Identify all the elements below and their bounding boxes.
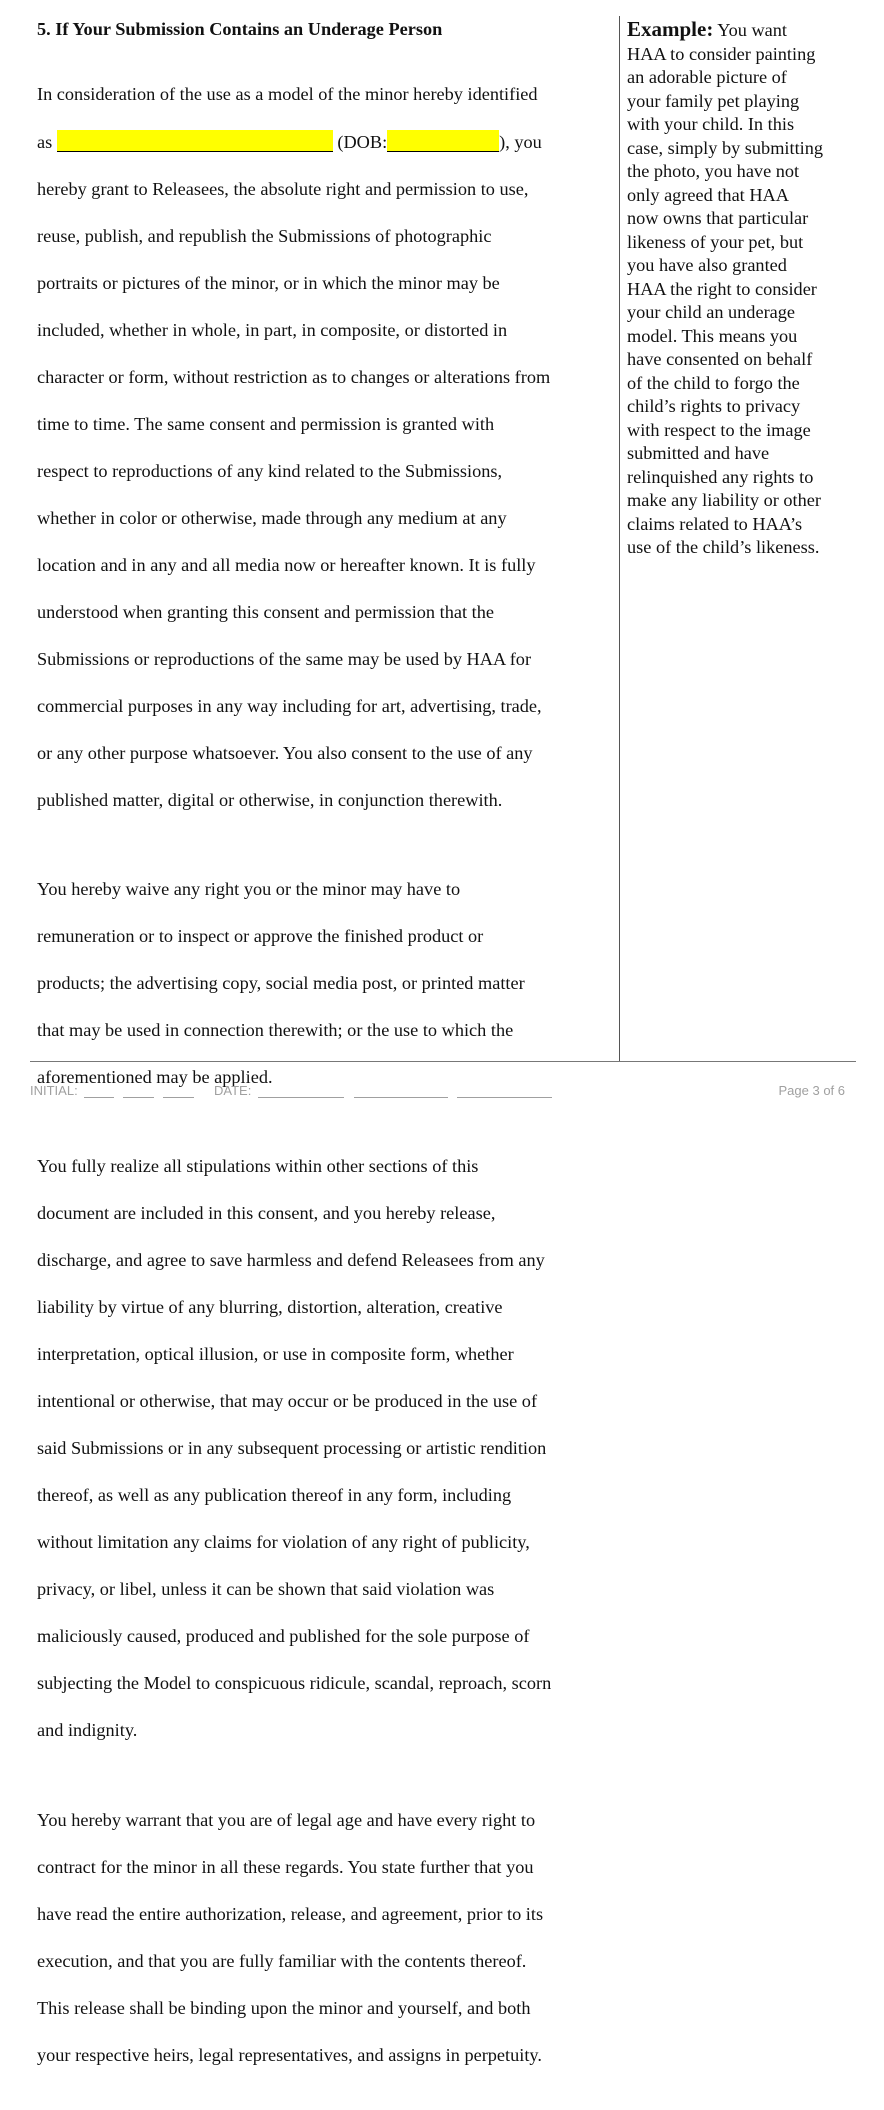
p1-line: time to time. The same consent and permission is granted with — [37, 414, 495, 434]
p4-line: You hereby warrant that you are of legal age and have every right to — [37, 1809, 536, 1830]
p4-line: contract for the minor in all these regards. You state further that you — [37, 1856, 534, 1877]
p1-line-blanks — [37, 130, 619, 155]
p1-line: reuse, publish, and republish the Submissions of photographic — [37, 226, 492, 246]
example-line: now owns that particular — [627, 208, 809, 228]
example-line: only agreed that HAA — [627, 184, 789, 205]
example-line: use of the child’s likeness. — [627, 537, 820, 557]
initial-label: INITIAL: — [30, 1083, 78, 1098]
p1-line: whether in color or otherwise, made through any medium at any — [37, 508, 507, 528]
p2-line: remuneration or to inspect or approve the finished product or — [37, 925, 484, 946]
example-line: HAA to consider painting — [627, 43, 816, 64]
example-line: make any liability or other — [627, 490, 821, 510]
p3-line: document are included in this consent, and you hereby release, — [37, 1203, 496, 1223]
example-line: likeness of your pet, but — [627, 231, 804, 252]
p1-line: hereby grant to Releasees, the absolute right and permission to use, — [37, 179, 529, 199]
p3-line: subjecting the Model to conspicuous ridicule, scandal, reproach, scorn — [37, 1673, 552, 1693]
example-line: HAA the right to consider — [627, 278, 817, 299]
p3-line: privacy, or libel, unless it can be shown that said violation was — [37, 1579, 495, 1599]
p1-line: respect to reproductions of any kind related to the Submissions, — [37, 461, 503, 481]
example-line: your family pet playing — [627, 90, 800, 111]
as-text: as — [37, 132, 53, 152]
p1-line: published matter, digital or otherwise, in conjunction therewith. — [37, 790, 503, 810]
p2-line: You hereby waive any right you or the minor may have to — [37, 878, 461, 899]
p3-line: interpretation, optical illusion, or use in composite form, whether — [37, 1344, 514, 1364]
example-sidebar — [627, 18, 859, 560]
p3-line: and indignity. — [37, 1720, 138, 1740]
main-column — [37, 18, 619, 2110]
date-block — [214, 1083, 552, 1098]
p2-line: products; the advertising copy, social media post, or printed matter — [37, 972, 525, 993]
p3-line: said Submissions or in any subsequent processing or artistic rendition — [37, 1438, 547, 1458]
paragraph-warranty — [37, 1785, 619, 2091]
p1-line: character or form, without restriction as to changes or alterations from — [37, 367, 551, 387]
p3-line: maliciously caused, produced and published for the sole purpose of — [37, 1626, 530, 1646]
page-number: Page 3 of 6 — [778, 1083, 845, 1098]
initial-block — [30, 1083, 194, 1098]
p1-line: portraits or pictures of the minor, or in which the minor may be — [37, 273, 500, 293]
p3-line: discharge, and agree to save harmless and defend Releasees from any — [37, 1250, 545, 1270]
example-line: with respect to the image — [627, 419, 811, 440]
p3-line: thereof, as well as any publication thereof in any form, including — [37, 1485, 512, 1505]
p3-line: intentional or otherwise, that may occur or be produced in the use of — [37, 1391, 538, 1411]
example-line: your child an underage — [627, 302, 796, 322]
example-label: Example: — [627, 17, 714, 41]
minor-dob-field[interactable] — [387, 130, 499, 152]
date-field-3[interactable] — [457, 1085, 552, 1098]
example-line: model. This means you — [627, 325, 798, 346]
example-line: with your child. In this — [627, 114, 795, 134]
initial-field-1[interactable] — [84, 1085, 114, 1098]
p1-line: commercial purposes in any way including for art, advertising, trade, — [37, 696, 542, 716]
paragraph-minor-consent — [37, 60, 619, 837]
p3-line: liability by virtue of any blurring, distortion, alteration, creative — [37, 1297, 503, 1317]
example-line: have consented on behalf — [627, 349, 813, 369]
date-label: DATE: — [214, 1083, 252, 1098]
paragraph-waiver — [37, 854, 619, 1113]
example-line: claims related to HAA’s — [627, 513, 803, 534]
example-line: submitted and have — [627, 443, 770, 463]
footer-rule — [30, 1061, 856, 1062]
p3-line: without limitation any claims for violation of any right of publicity, — [37, 1532, 530, 1552]
p1-line: In consideration of the use as a model of the minor hereby identified — [37, 84, 538, 104]
example-line: case, simply by submitting — [627, 137, 824, 158]
p4-line: your respective heirs, legal representatives, and assigns in perpetuity. — [37, 2044, 542, 2065]
paragraph-release — [37, 1132, 619, 1767]
example-line: an adorable picture of — [627, 67, 787, 87]
p1-line: understood when granting this consent and permission that the — [37, 602, 494, 622]
example-line: the photo, you have not — [627, 161, 800, 181]
minor-name-field[interactable] — [57, 130, 333, 152]
example-line: of the child to forgo the — [627, 372, 800, 393]
example-line: relinquished any rights to — [627, 466, 814, 487]
column-divider — [619, 16, 620, 1061]
p4-line: have read the entire authorization, release, and agreement, prior to its — [37, 1903, 544, 1924]
p1-line: included, whether in whole, in part, in composite, or distorted in — [37, 320, 508, 340]
example-text: You want — [713, 20, 787, 40]
initial-field-2[interactable] — [123, 1085, 154, 1098]
p1-line: Submissions or reproductions of the same may be used by HAA for — [37, 649, 532, 669]
page-footer — [30, 1081, 845, 1101]
after-dob-text: ), you — [499, 132, 542, 152]
example-line: you have also granted — [627, 255, 787, 275]
dob-label: (DOB: — [337, 132, 388, 152]
example-first-line — [627, 18, 859, 43]
p2-line: aforementioned may be applied. — [37, 1066, 273, 1087]
date-field-2[interactable] — [354, 1085, 448, 1098]
p2-line: that may be used in connection therewith; or the use to which the — [37, 1019, 514, 1040]
date-field-1[interactable] — [258, 1085, 344, 1098]
p1-line: location and in any and all media now or hereafter known. It is fully — [37, 555, 536, 575]
section-heading: 5. If Your Submission Contains an Underage Person — [37, 19, 443, 39]
example-line: child’s rights to privacy — [627, 396, 801, 416]
p4-line: execution, and that you are fully familiar with the contents thereof. — [37, 1950, 527, 1971]
initial-field-3[interactable] — [163, 1085, 194, 1098]
p1-line: or any other purpose whatsoever. You also consent to the use of any — [37, 743, 533, 763]
p3-line: You fully realize all stipulations within other sections of this — [37, 1156, 479, 1176]
p4-line: This release shall be binding upon the minor and yourself, and both — [37, 1997, 531, 2018]
